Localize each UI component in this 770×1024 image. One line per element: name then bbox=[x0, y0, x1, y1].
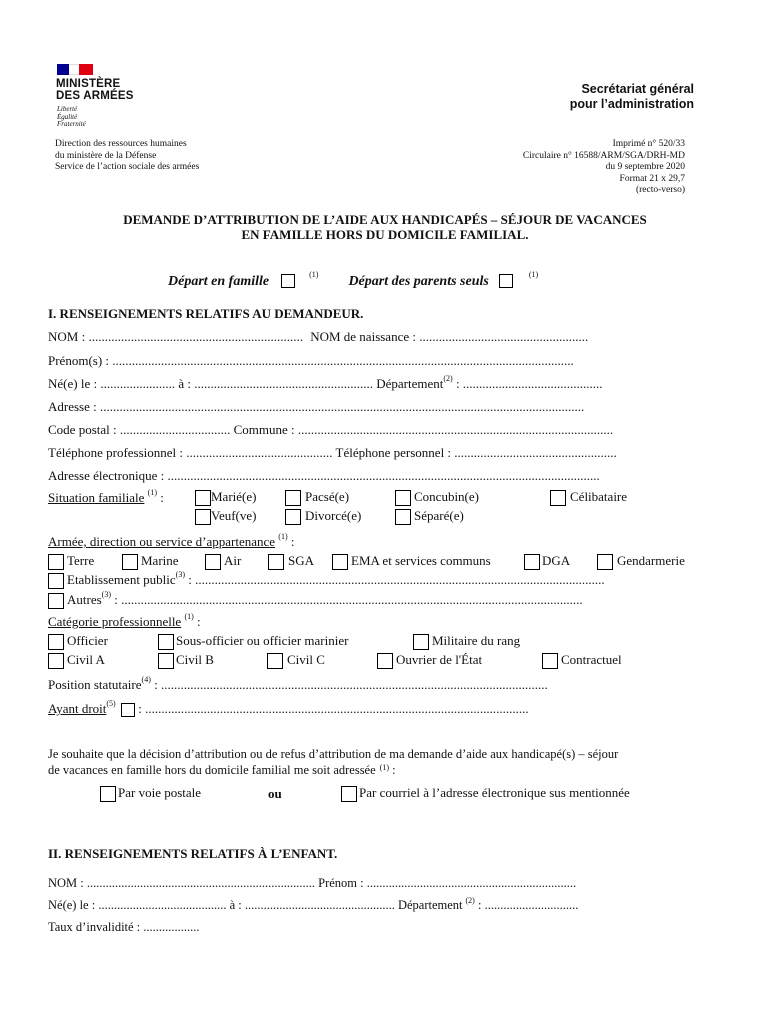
option-divorce[interactable]: Divorcé(e) bbox=[285, 508, 361, 525]
footnote-ref: (1) bbox=[184, 612, 194, 621]
footnote-ref: (3) bbox=[175, 570, 185, 579]
telephone-field[interactable]: Téléphone professionnel : ............................................. Téléphone personnel : .................................................. bbox=[48, 445, 617, 460]
option-terre[interactable]: Terre bbox=[48, 553, 94, 570]
option-contractuel[interactable]: Contractuel bbox=[542, 652, 622, 669]
reference-line: Circulaire n° 16588/ARM/SGA/DRH-MD bbox=[522, 150, 685, 161]
logo-line1: MINISTÈRE bbox=[56, 78, 121, 90]
option-etablissement[interactable]: Etablissement public$^{(3)}$ : .............................................................................................................................. bbox=[48, 572, 605, 589]
depart-famille-label: Départ en famille bbox=[168, 274, 270, 289]
depart-parents-checkbox[interactable] bbox=[499, 274, 513, 288]
categorie-label-row: Catégorie professionnelle $^{(1)}$ : bbox=[48, 612, 201, 629]
email-field[interactable]: Adresse électronique : ..................................................................................................................................... bbox=[48, 468, 600, 483]
footnote-ref: (1) bbox=[147, 488, 157, 497]
categorie-label: Catégorie professionnelle bbox=[48, 614, 182, 629]
sg-line2: pour l’administration bbox=[569, 97, 694, 111]
option-officier[interactable]: Officier bbox=[48, 633, 108, 650]
checkbox[interactable] bbox=[195, 490, 211, 506]
checkbox[interactable] bbox=[550, 490, 566, 506]
situation-label-row: Situation familiale $^{(1)}$ : bbox=[48, 488, 164, 505]
footnote-ref: (1) bbox=[278, 532, 288, 541]
logo-line2: DES ARMÉES bbox=[56, 90, 134, 102]
option-civil-b[interactable]: Civil B bbox=[158, 652, 214, 669]
footnote-ref: (2) bbox=[443, 374, 453, 383]
position-row[interactable] bbox=[48, 677, 548, 693]
checkbox[interactable] bbox=[100, 786, 116, 802]
checkbox[interactable] bbox=[395, 509, 411, 525]
direction-line: du ministère de la Défense bbox=[55, 150, 157, 161]
checkbox[interactable] bbox=[332, 554, 348, 570]
reference-line: du 9 septembre 2020 bbox=[605, 162, 685, 172]
checkbox[interactable] bbox=[285, 490, 301, 506]
title-line2: EN FAMILLE HORS DU DOMICILE FAMILIAL. bbox=[241, 227, 529, 242]
motto-liberte: Liberté bbox=[57, 105, 78, 113]
decision-line2: de vacances en famille hors du domicile familial me soit adressée bbox=[48, 763, 376, 777]
checkbox[interactable] bbox=[48, 593, 64, 609]
adresse-field[interactable]: Adresse : ..................................................................................................................................................... bbox=[48, 399, 585, 414]
option-concubin[interactable]: Concubin(e) bbox=[395, 489, 479, 506]
checkbox[interactable] bbox=[158, 653, 174, 669]
option-civil-a[interactable]: Civil A bbox=[48, 652, 105, 669]
checkbox[interactable] bbox=[195, 509, 211, 525]
enfant-nom-field[interactable]: NOM : ......................................................................... Prénom : ................................................................... bbox=[48, 876, 577, 890]
section1-heading: I. RENSEIGNEMENTS RELATIFS AU DEMANDEUR. bbox=[48, 306, 364, 321]
ou-label: ou bbox=[268, 786, 282, 801]
option-separe[interactable]: Séparé(e) bbox=[395, 508, 464, 525]
checkbox[interactable] bbox=[122, 554, 138, 570]
option-air[interactable]: Air bbox=[205, 553, 241, 570]
footnote-ref: (4) bbox=[141, 675, 151, 684]
checkbox[interactable] bbox=[158, 634, 174, 650]
footnote-ref: (5) bbox=[106, 699, 116, 708]
enfant-departement-field[interactable]: : .............................. bbox=[474, 898, 579, 912]
secretariat-general bbox=[570, 82, 694, 112]
enfant-naissance-row bbox=[48, 898, 578, 913]
option-marine[interactable]: Marine bbox=[122, 553, 179, 570]
sg-line1: Secrétariat général bbox=[581, 82, 694, 96]
checkbox[interactable] bbox=[395, 490, 411, 506]
ministry-logo-text bbox=[56, 78, 134, 102]
republic-motto bbox=[57, 106, 86, 129]
checkbox[interactable] bbox=[524, 554, 540, 570]
checkbox[interactable] bbox=[48, 653, 64, 669]
nom-row bbox=[48, 329, 588, 345]
naissance-row bbox=[48, 376, 603, 392]
option-sga[interactable]: SGA bbox=[268, 553, 314, 570]
position-field[interactable]: : ....................................................................................................................... bbox=[150, 677, 548, 692]
depart-parents-label: Départ des parents seuls bbox=[348, 274, 489, 289]
footnote-ref: (1) bbox=[309, 270, 319, 279]
form-title bbox=[0, 212, 770, 242]
checkbox[interactable] bbox=[377, 653, 393, 669]
option-autres[interactable]: Autres$^{(3)}$ : .............................................................................................................................................. bbox=[48, 592, 583, 609]
armee-label: Armée, direction ou service d’appartenance bbox=[48, 534, 276, 549]
reference-line: (recto-verso) bbox=[635, 185, 685, 195]
option-ema[interactable]: EMA et services communs bbox=[332, 553, 491, 570]
motto-egalite: Égalité bbox=[57, 112, 78, 121]
checkbox[interactable] bbox=[48, 573, 64, 589]
option-veuf[interactable]: Veuf(ve) bbox=[195, 508, 256, 525]
armee-label-row: Armée, direction ou service d’appartenance $^{(1)}$ : bbox=[48, 532, 295, 549]
section2-heading: II. RENSEIGNEMENTS RELATIFS À L’ENFANT. bbox=[48, 846, 338, 861]
footnote-ref: (1) bbox=[379, 763, 389, 772]
checkbox[interactable] bbox=[48, 554, 64, 570]
departement-field[interactable]: : ........................................... bbox=[452, 376, 603, 391]
motto-fraternite: Fraternité bbox=[57, 120, 86, 128]
checkbox[interactable] bbox=[267, 653, 283, 669]
republic-flag-logo bbox=[57, 64, 93, 75]
footnote-ref: (3) bbox=[101, 590, 111, 599]
footnote-ref: (1) bbox=[528, 270, 539, 279]
ayant-droit-field[interactable]: : ...................................................................................................................... bbox=[138, 701, 529, 716]
taux-invalidite-field[interactable]: Taux d’invalidité : .................. bbox=[48, 920, 200, 934]
form-reference-block bbox=[523, 139, 685, 197]
checkbox[interactable] bbox=[341, 786, 357, 802]
option-marie[interactable]: Marié(e) bbox=[195, 489, 256, 506]
option-voie-postale[interactable]: Par voie postale bbox=[100, 785, 201, 802]
reference-line: Imprimé n° 520/33 bbox=[612, 139, 685, 149]
enfant-naissance-field[interactable]: Né(e) le : ......................................... à : ................................................ Département bbox=[48, 898, 463, 912]
depart-famille-checkbox[interactable] bbox=[281, 274, 295, 288]
nom-field[interactable]: NOM : .................................................................. bbox=[48, 329, 303, 344]
decision-line1: Je souhaite que la décision d’attribution ou de refus d’attribution de ma demande d’aide aux handicapé(s) – séjour bbox=[48, 747, 619, 761]
prenom-field[interactable]: Prénom(s) : .............................................................................................................................................. bbox=[48, 353, 574, 368]
position-label: Position statutaire bbox=[48, 677, 142, 692]
option-celibataire[interactable]: Célibataire bbox=[550, 489, 627, 506]
direction-block bbox=[55, 139, 199, 174]
checkbox[interactable] bbox=[48, 634, 64, 650]
direction-line: Service de l’action sociale des armées bbox=[55, 162, 200, 172]
ayant-droit-checkbox[interactable] bbox=[121, 703, 135, 717]
direction-line: Direction des ressources humaines bbox=[55, 139, 187, 149]
checkbox[interactable] bbox=[542, 653, 558, 669]
footnote-ref: (2) bbox=[465, 896, 475, 905]
option-militaire-rang[interactable]: Militaire du rang bbox=[413, 633, 520, 650]
checkbox[interactable] bbox=[285, 509, 301, 525]
option-pacse[interactable]: Pacsé(e) bbox=[285, 489, 349, 506]
checkbox[interactable] bbox=[268, 554, 284, 570]
naissance-field[interactable]: Né(e) le : ....................... à : ....................................................... Département bbox=[48, 376, 444, 391]
option-courriel[interactable]: Par courriel à l’adresse électronique sus mentionnée bbox=[341, 785, 630, 802]
ayant-droit-row bbox=[48, 701, 529, 717]
situation-label: Situation familiale bbox=[48, 490, 145, 505]
checkbox[interactable] bbox=[205, 554, 221, 570]
option-gendarmerie[interactable]: Gendarmerie bbox=[597, 553, 685, 570]
code-postal-field[interactable]: Code postal : .................................. Commune : ................................................................................................. bbox=[48, 422, 614, 437]
reference-line: Format 21 x 29,7 bbox=[619, 173, 685, 184]
option-dga[interactable]: DGA bbox=[524, 553, 570, 570]
decision-paragraph: Je souhaite que la décision d’attribution ou de refus d’attribution de ma demande d’aide aux handicapé(s) – séjour de vacances en famille hors du domicile familial me soit adressée $^{(1)}$ : bbox=[48, 747, 619, 777]
checkbox[interactable] bbox=[597, 554, 613, 570]
departure-options bbox=[168, 272, 538, 290]
ayant-droit-label: Ayant droit bbox=[48, 701, 107, 716]
option-ouvrier-etat[interactable]: Ouvrier de l'État bbox=[377, 652, 482, 669]
option-civil-c[interactable]: Civil C bbox=[267, 652, 325, 669]
option-sous-officier[interactable]: Sous-officier ou officier marinier bbox=[158, 633, 348, 650]
title-line1: DEMANDE D’ATTRIBUTION DE L’AIDE AUX HANDICAPÉS – SÉJOUR DE VACANCES bbox=[123, 212, 647, 227]
nom-naissance-field[interactable]: NOM de naissance : .................................................... bbox=[310, 329, 589, 344]
checkbox[interactable] bbox=[413, 634, 429, 650]
